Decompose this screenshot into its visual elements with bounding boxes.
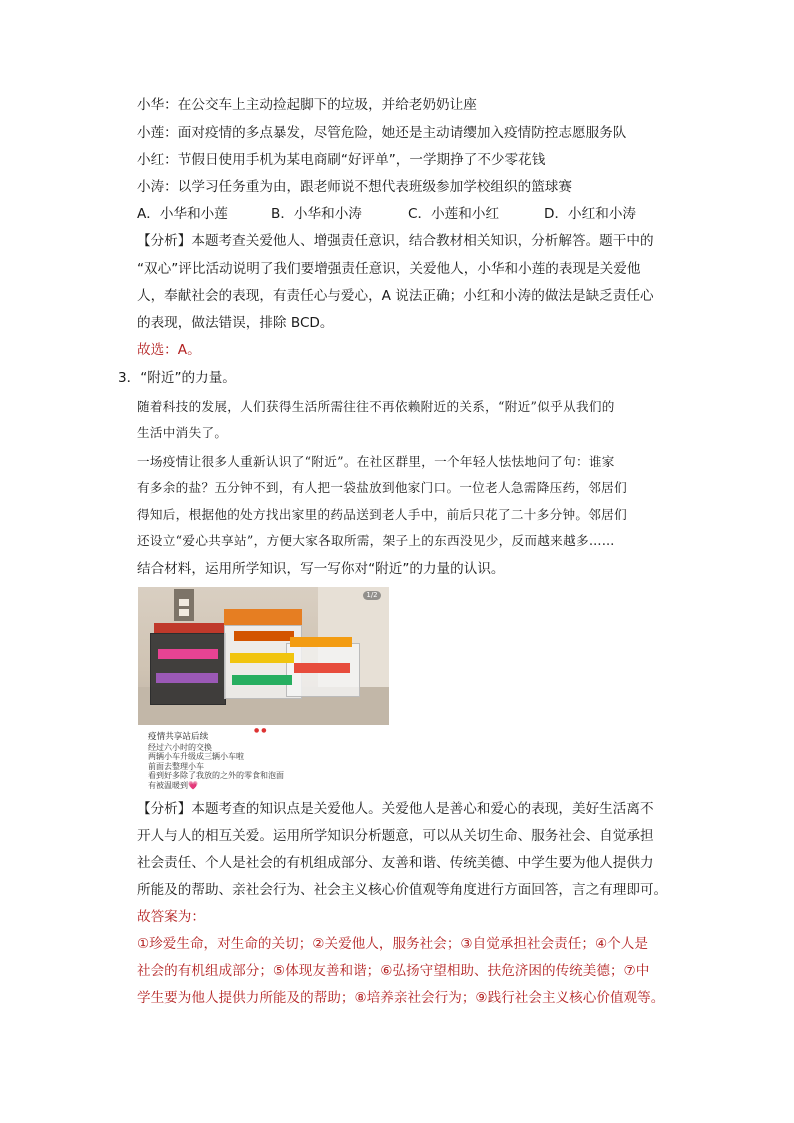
- snacks: [234, 631, 294, 641]
- pagination-dots: ●●: [254, 727, 269, 734]
- photo-scene: [138, 587, 389, 725]
- caption-line: 两辆小车升级成三辆小车啦: [148, 752, 244, 762]
- analysis-2-line-2: 开人与人的相互关爱。运用所学知识分析题意，可以从关切生命、服务社会、自觉承担: [137, 828, 654, 844]
- answer-options: [137, 205, 636, 223]
- caption-line: 有被温暖到💗: [148, 780, 198, 790]
- material-line-2: 生活中消失了。: [137, 425, 228, 440]
- option-d: D．小红和小涛: [544, 206, 637, 222]
- analysis-1-line-4: 的表现，做法错误，排除 BCD。: [137, 315, 334, 331]
- question-item-xiaotao: 小涛：以学习任务重为由，跟老师说不想代表班级参加学校组织的篮球赛: [137, 179, 572, 195]
- switch-panel: [174, 589, 194, 621]
- analysis-2-line-1: [137, 800, 654, 818]
- snacks: [294, 663, 350, 673]
- analysis-2-line-3: 社会责任、个人是社会的有机组成部分、友善和谐、传统美德、中学生要为他人提供力: [137, 855, 654, 871]
- answer-line-2: 社会的有机组成部分；⑤体现友善和谐；⑥弘扬守望相助、扶危济困的传统美德；⑦中: [137, 963, 650, 979]
- question-item-xiaohong: 小红：节假日使用手机为某电商刷“好评单”，一学期挣了不少零花钱: [137, 152, 546, 168]
- snacks: [154, 623, 224, 633]
- photo-page-badge: 1/2: [363, 591, 381, 600]
- analysis-tag: 【分析】: [137, 233, 192, 249]
- analysis-1-line-2: “双心”评比活动说明了我们要增强责任意识，关爱他人，小华和小莲的表现是关爱他: [137, 261, 641, 277]
- analysis-text: 本题考查的知识点是关爱他人。关爱他人是善心和爱心的表现，美好生活离不: [191, 801, 654, 817]
- question-prompt: 结合材料，运用所学知识，写一写你对“附近”的力量的认识。: [137, 561, 505, 577]
- snacks: [230, 653, 294, 663]
- switch: [179, 599, 189, 606]
- question-title: “附近”的力量。: [140, 370, 236, 386]
- option-b: B．小华和小涛: [271, 206, 362, 222]
- material-line-1: 随着科技的发展，人们获得生活所需往往不再依赖附近的关系，“附近”似乎从我们的: [137, 399, 615, 414]
- caption-line: 前面去整理小车: [148, 761, 204, 771]
- photo-caption: [148, 733, 284, 791]
- material-line-3: 一场疫情让很多人重新认识了“附近”。在社区群里，一个年轻人怯怯地问了句：谁家: [137, 454, 615, 469]
- answer-line-3: 学生要为他人提供力所能及的帮助；⑧培养亲社会行为；⑨践行社会主义核心价值观等。: [137, 990, 665, 1006]
- caption-line: 疫情共享站后续: [148, 732, 209, 742]
- switch: [179, 609, 189, 616]
- option-c: C．小莲和小红: [408, 206, 500, 222]
- analysis-tag: 【分析】: [137, 801, 192, 817]
- analysis-text: 本题考查关爱他人、增强责任意识，结合教材相关知识，分析解答。题干中的: [191, 233, 654, 249]
- snacks: [156, 673, 218, 683]
- question-item-xiaohua: 小华：在公交车上主动捡起脚下的垃圾，并给老奶奶让座: [137, 97, 477, 113]
- material-line-6: 还设立“爱心共享站”，方便大家各取所需，架子上的东西没见少，反而越来越多……: [137, 533, 615, 548]
- black-cart: [150, 633, 226, 705]
- analysis-1-line-3: 人，奉献社会的表现，有责任心与爱心，A 说法正确；小红和小涛的做法是缺乏责任心: [137, 288, 654, 304]
- option-a: A．小华和小莲: [137, 206, 228, 222]
- caption-line: 看到好多除了我放的之外的零食和泡面: [148, 771, 284, 781]
- caption-line: 经过六小时的交换: [148, 742, 212, 752]
- snacks: [158, 649, 218, 659]
- question-number: 3．: [118, 370, 141, 386]
- answer-1: 故选：A。: [137, 342, 201, 358]
- material-line-5: 得知后，根据他的处方找出家里的药品送到老人手中，前后只花了二十多分钟。邻居们: [137, 507, 627, 522]
- answer-label: 故答案为：: [137, 909, 205, 925]
- question-3-title: [118, 369, 236, 387]
- analysis-1-line-1: [137, 232, 654, 250]
- snacks: [232, 675, 292, 685]
- question-item-xiaolian: 小莲：面对疫情的多点暴发，尽管危险，她还是主动请缨加入疫情防控志愿服务队: [137, 125, 627, 141]
- analysis-2-line-4: 所能及的帮助、亲社会行为、社会主义核心价值观等角度进行方面回答，言之有理即可。: [137, 882, 668, 898]
- sharing-station-photo: [138, 587, 389, 791]
- answer-line-1: ①珍爱生命，对生命的关切；②关爱他人，服务社会；③自觉承担社会责任；④个人是: [137, 936, 648, 952]
- snacks: [290, 637, 352, 647]
- material-line-4: 有多余的盐？五分钟不到，有人把一袋盐放到他家门口。一位老人急需降压药，邻居们: [137, 480, 627, 495]
- snacks: [224, 609, 302, 625]
